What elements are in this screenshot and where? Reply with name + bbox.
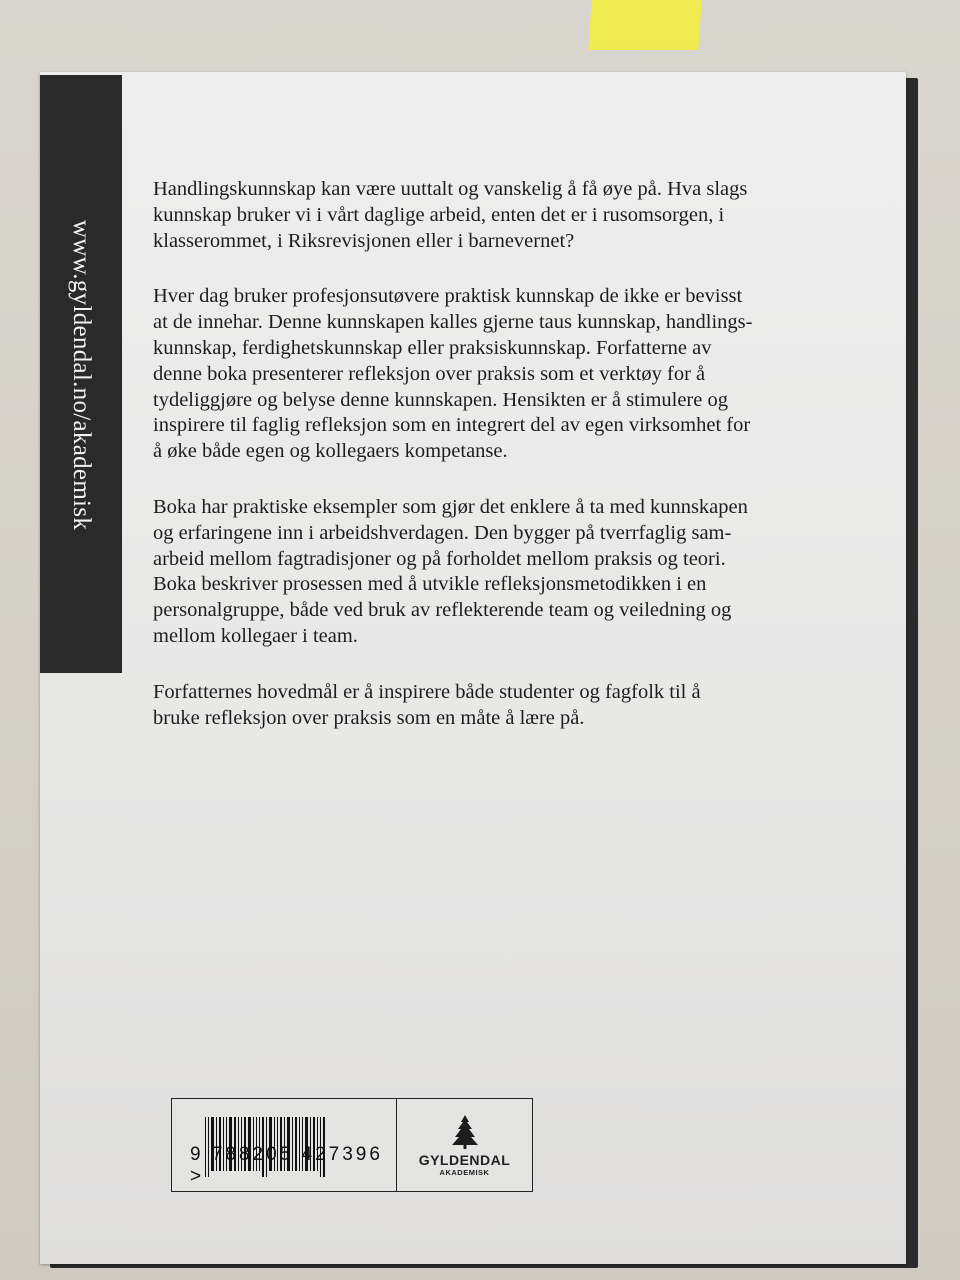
isbn-box [171, 1098, 533, 1192]
text-line: Forfatternes hovedmål er å inspirere både studenter og fagfolk til å [153, 680, 701, 703]
text-line: Boka har praktiske eksempler som gjør det enklere å ta med kunnskapen [153, 495, 748, 518]
text-line: klasserommet, i Riksrevisjonen eller i barnevernet? [153, 229, 575, 252]
text-line: Handlingskunnskap kan være uuttalt og vanskelig å få øye på. Hva slags [153, 178, 748, 200]
yellow-sticky-note [588, 0, 701, 50]
publisher-url: www.gyldendal.no/akademisk [68, 219, 95, 531]
text-line: Boka beskriver prosessen med å utvikle refleksjonsmetodikken i en [153, 573, 707, 596]
text-line: personalgruppe, både ved bruk av reflekterende team og veiledning og [153, 599, 732, 622]
text-line: denne boka presenterer refleksjon over praksis som et verktøy for å [153, 362, 706, 385]
book-back-cover [40, 72, 906, 1264]
blurb-paragraph [153, 495, 853, 650]
text-line: å øke både egen og kollegaers kompetanse. [153, 440, 508, 463]
text-line: kunnskap bruker vi i vårt daglige arbeid, enten det er i rusomsorgen, i [153, 203, 725, 226]
tree-icon [450, 1114, 480, 1150]
blurb-paragraph [153, 680, 853, 732]
text-line: inspirere til faglig refleksjon som en integrert del av egen virksomhet for [153, 414, 751, 437]
text-line: bruke refleksjon over praksis som en måte å lære på. [153, 706, 585, 729]
isbn-number: 9 788205 427396 > [190, 1144, 383, 1187]
publisher-name: GYLDENDAL [418, 1151, 511, 1168]
publisher-logo [397, 1099, 532, 1191]
text-line: tydeliggjøre og belyse denne kunnskapen. Hensikten er å stimulere og [153, 388, 728, 411]
blurb-paragraph [153, 177, 853, 254]
text-line: og erfaringene inn i arbeidshverdagen. Den bygger på tverrfaglig sam- [153, 521, 732, 544]
text-line: arbeid mellom fagtradisjoner og på forholdet mellom praksis og teori. [153, 547, 726, 570]
spine-band [40, 75, 122, 673]
publisher-imprint: AKADEMISK [439, 1167, 490, 1177]
barcode [172, 1099, 397, 1191]
text-line: at de innehar. Denne kunnskapen kalles gjerne taus kunnskap, handlings- [153, 311, 753, 334]
text-line: mellom kollegaer i team. [153, 624, 358, 647]
blurb-paragraph [153, 284, 853, 465]
blurb-text [153, 177, 853, 761]
text-line: kunnskap, ferdighetskunnskap eller praksiskunnskap. Forfatterne av [153, 336, 712, 359]
text-line: Hver dag bruker profesjonsutøvere praktisk kunnskap de ikke er bevisst [153, 285, 743, 308]
